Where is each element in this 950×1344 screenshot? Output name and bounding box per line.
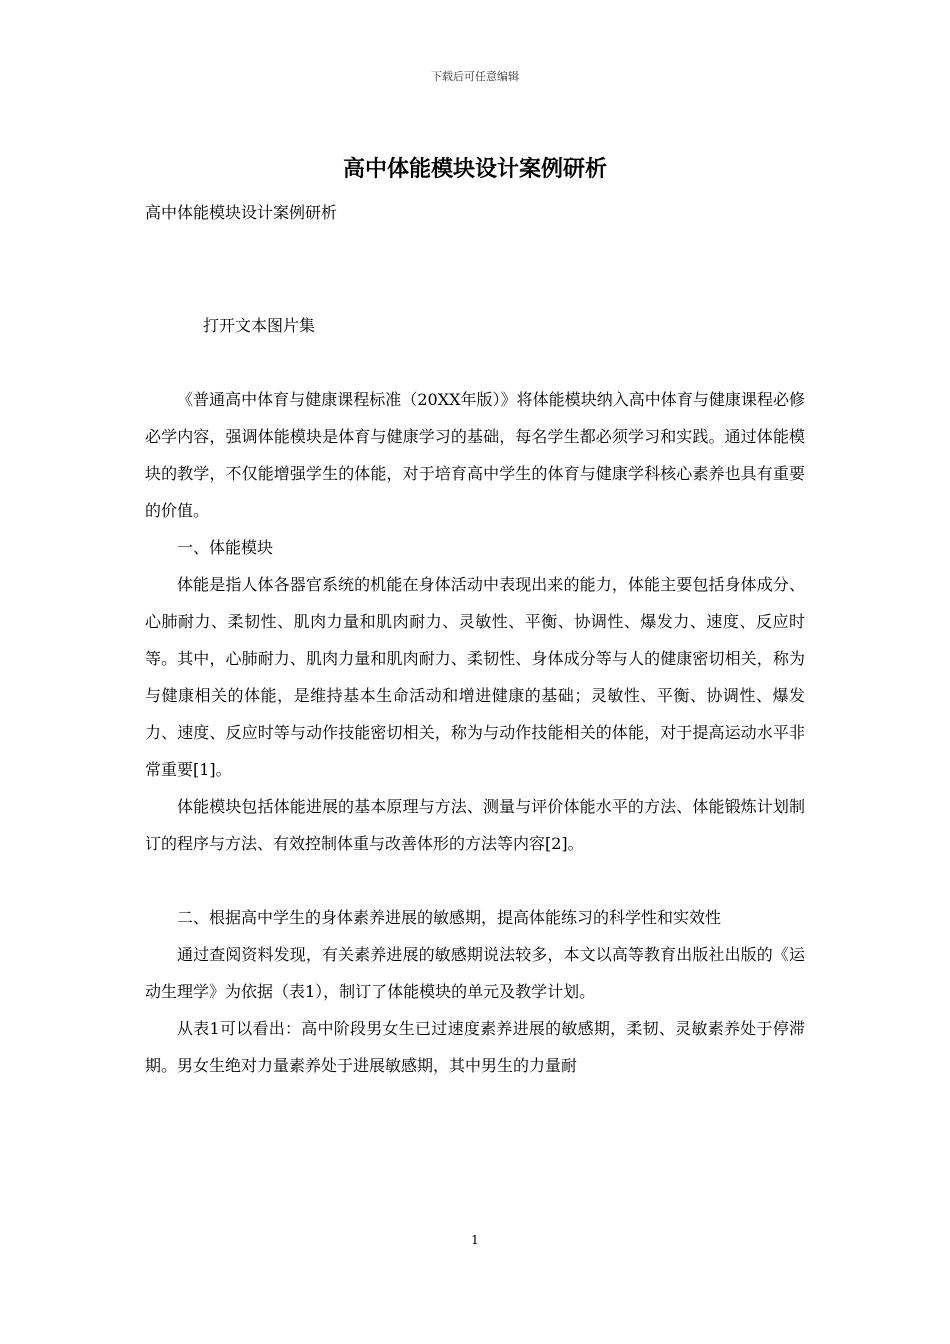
section-heading-2: 二、根据高中学生的身体素养进展的敏感期，提高体能练习的科学性和实效性 xyxy=(177,908,722,927)
page-number: 1 xyxy=(471,1233,479,1247)
document-body xyxy=(145,381,805,1084)
paragraph-fitness-module-content: 体能模块包括体能进展的基本原理与方法、测量与评价体能水平的方法、体能锻炼计划制订的程序与方法、有效控制体重与改善体形的方法等内容[2]。 xyxy=(145,797,805,853)
open-image-gallery-link[interactable]: 打开文本图片集 xyxy=(203,316,316,335)
paragraph-fitness-definition: 体能是指人体各器官系统的机能在身体活动中表现出来的能力，体能主要包括身体成分、心肺耐力、柔韧性、肌肉力量和肌肉耐力、灵敏性、平衡、协调性、爆发力、速度、反应时等。其中，心肺耐力、肌肉力量和肌肉耐力、柔韧性、身体成分等与人的健康密切相关，称为与健康相关的体能，是维持基本生命活动和增进健康的基础；灵敏性、平衡、协调性、爆发力、速度、反应时等与动作技能密切相关，称为与动作技能相关的体能，对于提高运动水平非常重要[1]。 xyxy=(145,575,805,779)
paragraph-intro: 《普通高中体育与健康课程标准（20XX年版）》将体能模块纳入高中体育与健康课程必修必学内容，强调体能模块是体育与健康学习的基础，每名学生都必须学习和实践。通过体能模块的教学，不仅能增强学生的体能，对于培育高中学生的体育与健康学科核心素养也具有重要的价值。 xyxy=(145,390,805,520)
paragraph-table-analysis: 从表1可以看出：高中阶段男女生已过速度素养进展的敏感期，柔韧、灵敏素养处于停滞期。男女生绝对力量素养处于进展敏感期，其中男生的力量耐 xyxy=(145,1019,805,1075)
header-note: 下载后可任意编辑 xyxy=(431,70,519,83)
document-subtitle: 高中体能模块设计案例研析 xyxy=(145,203,338,222)
document-title: 高中体能模块设计案例研析 xyxy=(342,156,607,182)
section-heading-1: 一、体能模块 xyxy=(177,538,274,557)
paragraph-sensitive-period: 通过查阅资料发现，有关素养进展的敏感期说法较多，本文以高等教育出版社出版的《运动生理学》为依据（表1），制订了体能模块的单元及教学计划。 xyxy=(145,945,805,1001)
